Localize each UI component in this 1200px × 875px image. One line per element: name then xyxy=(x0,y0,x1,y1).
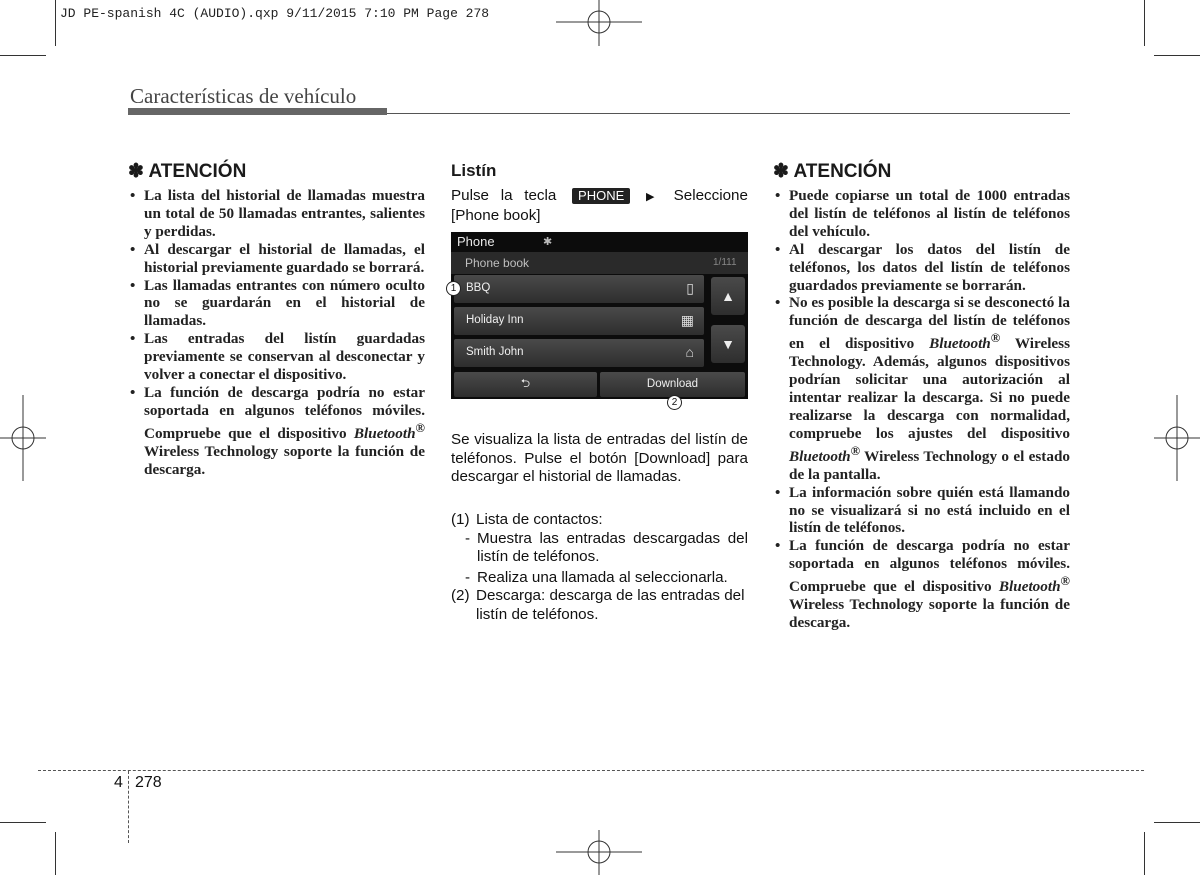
attention-heading: ✽ ATENCIÓN xyxy=(773,161,892,182)
registration-mark-left xyxy=(0,395,46,481)
legend-number: (1) xyxy=(451,511,470,528)
registered-mark: ® xyxy=(415,420,425,435)
list-item: • Al descargar los datos del listín de teléfonos, los datos del listín de teléfonos guardados previamente se borrarán. xyxy=(773,241,1070,295)
entry-count: 1/111 xyxy=(713,257,737,268)
contact-row[interactable] xyxy=(454,275,704,303)
item-text: Wireless Technology soporte la función de descarga. xyxy=(789,596,1070,632)
list-item: • Las entradas del listín guardadas previamente se conservan al desconectar y volver a conectar el dispositivo. xyxy=(128,330,425,384)
scroll-down-button[interactable]: ▼ xyxy=(711,325,745,363)
legend-item xyxy=(451,587,748,624)
item-text: La función de descarga podría no estar soportada en algunos teléfonos móviles. Compruebe que el dispositivo xyxy=(144,383,425,442)
phonebook-screen xyxy=(451,232,748,399)
brand-name: Bluetooth xyxy=(353,424,416,442)
legend-item xyxy=(451,569,748,588)
legend-list xyxy=(451,511,748,625)
contact-name: Smith John xyxy=(466,346,524,358)
middle-column xyxy=(451,161,748,225)
item-text: Wireless Technology soporte la función de descarga. xyxy=(144,442,425,478)
brand-name: Bluetooth xyxy=(929,335,991,353)
list-item xyxy=(773,537,1070,632)
screen-title: Phone xyxy=(457,234,495,249)
crop-mark xyxy=(0,55,46,56)
registration-mark-bottom xyxy=(556,830,642,875)
bluetooth-icon: ✱ xyxy=(543,236,553,248)
header-rule xyxy=(387,113,1070,114)
legend-item xyxy=(451,511,748,530)
page-number: 278 xyxy=(135,774,162,791)
phonebook-heading: Listín xyxy=(451,161,497,180)
attention-heading: ✽ ATENCIÓN xyxy=(128,161,247,182)
legend-text: Descarga: descarga de las entradas del listín de teléfonos. xyxy=(476,587,745,623)
list-item: • Al descargar el historial de llamadas, el historial previamente guardado se borrará. xyxy=(128,241,425,277)
arrow-icon: ▶ xyxy=(645,191,662,203)
crop-mark xyxy=(1154,55,1200,56)
screen-subtitle: Phone book xyxy=(465,256,530,270)
crop-mark xyxy=(1144,0,1145,46)
intro-paragraph xyxy=(451,187,748,225)
registration-mark-right xyxy=(1154,395,1200,481)
item-text: No es posible la descarga si se desconectó la función de descarga del listín de teléfonos en el dispositivo xyxy=(789,294,1070,353)
item-text: La función de descarga podría no estar soportada en algunos teléfonos móviles. Compruebe que el dispositivo xyxy=(789,537,1070,596)
section-title: Características de vehículo xyxy=(130,84,357,108)
crop-mark xyxy=(55,832,56,875)
middle-description xyxy=(451,431,748,487)
legend-dash: - xyxy=(465,568,471,586)
phone-key: PHONE xyxy=(572,188,630,204)
registered-mark: ® xyxy=(1060,574,1070,589)
legend-number: (2) xyxy=(451,587,470,605)
callout-2: 2 xyxy=(667,395,682,410)
list-item: • La lista del historial de llamadas muestra un total de 50 llamadas entrantes, salientes y perdidas. xyxy=(128,187,425,241)
office-icon: ▦ xyxy=(680,312,694,328)
crop-mark xyxy=(0,822,46,823)
registered-mark: ® xyxy=(850,443,861,458)
list-item: • Puede copiarse un total de 1000 entradas del listín de teléfonos al listín de teléfonos del vehículo. xyxy=(773,187,1070,241)
header-rule-dark xyxy=(128,108,387,115)
list-item xyxy=(128,384,425,479)
list-item: • Las llamadas entrantes con número oculto no se guardarán en el historial de llamadas. xyxy=(128,277,425,331)
home-icon: ⌂ xyxy=(685,344,694,360)
footer-dotted-rule xyxy=(38,770,1144,771)
contact-name: Holiday Inn xyxy=(466,314,524,326)
left-column xyxy=(128,160,425,479)
attention-list xyxy=(773,187,1070,632)
crop-mark xyxy=(1144,832,1145,875)
brand-name: Bluetooth xyxy=(998,578,1061,596)
download-button[interactable]: Download xyxy=(600,372,745,397)
list-item: • La información sobre quién está llamando no se visualizará si no está incluido en el listín de teléfonos. xyxy=(773,484,1070,538)
legend-text: Lista de contactos: xyxy=(476,511,603,528)
contact-name: BBQ xyxy=(466,282,491,294)
item-text: Wireless Technology o el estado de la pantalla. xyxy=(789,447,1070,483)
registered-mark: ® xyxy=(990,331,1001,346)
intro-text: Pulse la tecla xyxy=(451,187,557,204)
right-column xyxy=(773,160,1070,632)
legend-text: Muestra las entradas descargadas del listín de teléfonos. xyxy=(477,529,748,566)
legend-text: Realiza una llamada al seleccionarla. xyxy=(477,568,728,586)
mobile-icon: ▯ xyxy=(686,280,694,296)
crop-mark xyxy=(55,0,56,46)
brand-name: Bluetooth xyxy=(789,447,851,465)
item-text: Wireless Technology. Además, algunos dispositivos podrían solicitar una autorización al intentar realizar la descarga. Si no puede realizarse la descarga con normalidad, compruebe los ajustes del dispositivo xyxy=(789,335,1070,442)
chapter-number: 4 xyxy=(114,774,123,791)
intro-text: Seleccione [Phone book] xyxy=(451,187,748,224)
list-item xyxy=(773,294,1070,483)
crop-mark xyxy=(1154,822,1200,823)
callout-1: 1 xyxy=(446,281,461,296)
attention-list xyxy=(128,187,425,479)
legend-dash: - xyxy=(465,529,471,547)
description-paragraph: Se visualiza la lista de entradas del listín de teléfonos. Pulse el botón [Download] para descargar el historial de llamadas. xyxy=(451,431,748,486)
legend-item xyxy=(451,530,748,567)
back-button[interactable]: ⮌ xyxy=(454,372,597,397)
contact-row[interactable] xyxy=(454,339,704,367)
print-header: JD PE-spanish 4C (AUDIO).qxp 9/11/2015 7:10 PM Page 278 xyxy=(60,6,490,21)
footer-dotted-divider xyxy=(128,771,129,843)
contact-row[interactable] xyxy=(454,307,704,335)
registration-mark-top xyxy=(556,0,642,46)
scroll-up-button[interactable]: ▲ xyxy=(711,277,745,315)
